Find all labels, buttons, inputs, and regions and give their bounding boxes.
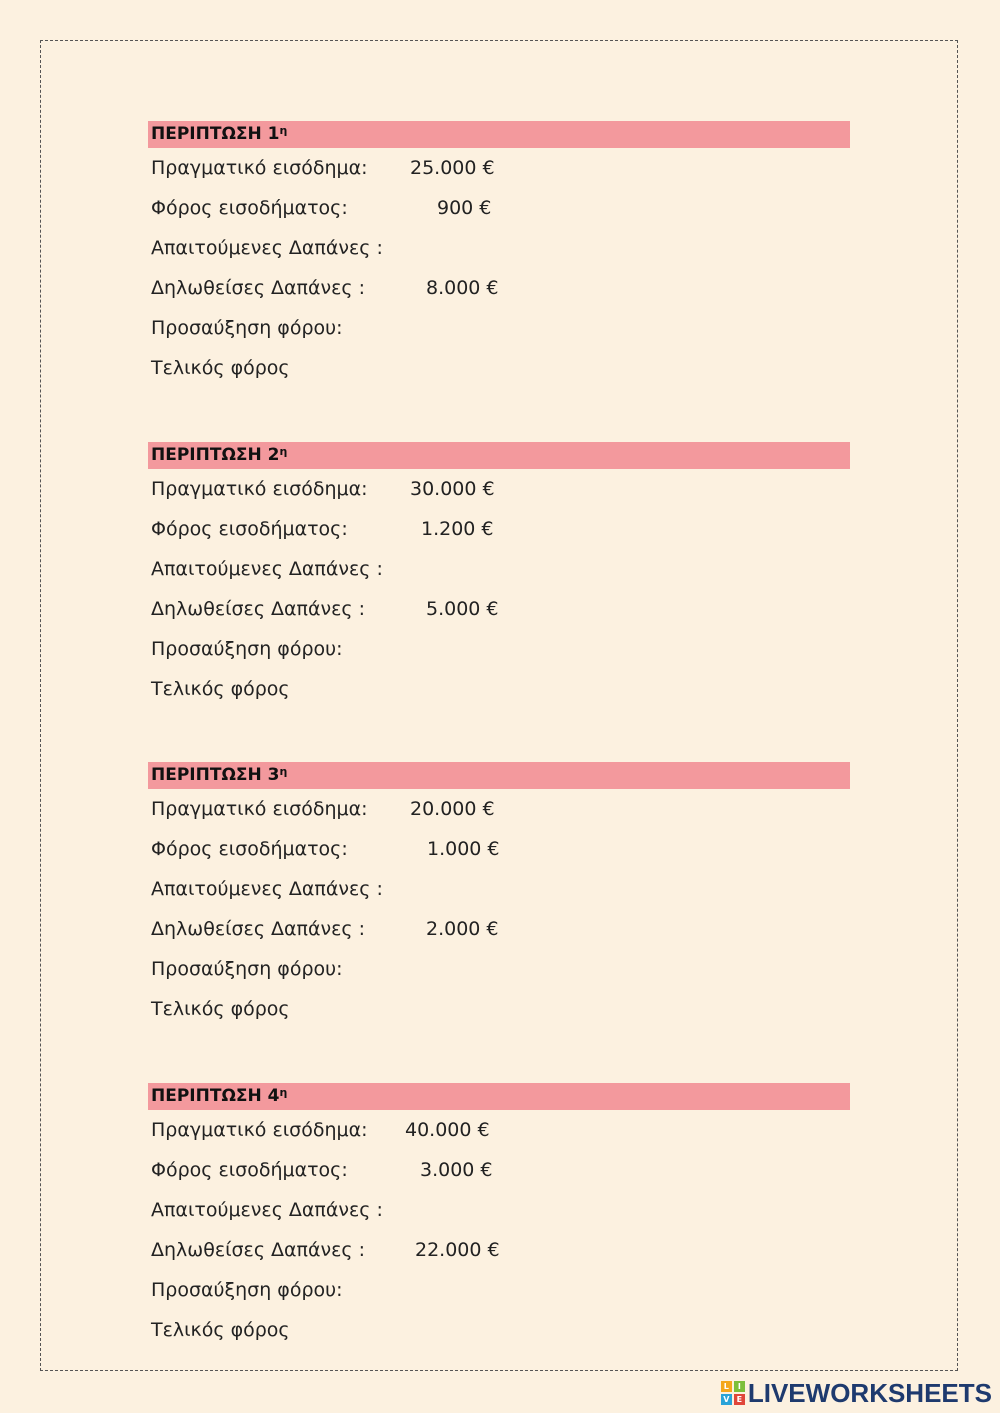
declared-label: Δηλωθείσες Δαπάνες : <box>151 1239 365 1261</box>
tax-label: Φόρος εισοδήματος: <box>151 197 348 219</box>
row-declared <box>148 1230 850 1270</box>
case-3-title: ΠΕΡΙΠΤΩΣΗ 3 <box>151 765 280 785</box>
row-tax <box>148 1150 850 1190</box>
row-income <box>148 1110 850 1150</box>
income-label: Πραγματικό εισόδημα: <box>151 478 368 500</box>
income-value: 20.000 € <box>410 798 495 820</box>
case-4-title: ΠΕΡΙΠΤΩΣΗ 4 <box>151 1086 280 1106</box>
row-income <box>148 469 850 509</box>
row-final <box>148 989 850 1029</box>
row-required <box>148 549 850 589</box>
case-4 <box>148 1083 850 1350</box>
tax-value: 3.000 € <box>420 1159 493 1181</box>
surcharge-label: Προσαύξηση φόρου: <box>151 317 343 339</box>
logo-blocks-icon <box>721 1381 745 1405</box>
row-declared <box>148 909 850 949</box>
income-label: Πραγματικό εισόδημα: <box>151 798 368 820</box>
case-1-header <box>148 121 850 148</box>
row-tax <box>148 829 850 869</box>
logo-text: LIVEWORKSHEETS <box>747 1377 992 1408</box>
final-label: Τελικός φόρος <box>151 357 290 379</box>
income-label: Πραγματικό εισόδημα: <box>151 157 368 179</box>
row-declared <box>148 268 850 308</box>
tax-value: 1.200 € <box>421 518 494 540</box>
row-surcharge <box>148 1270 850 1310</box>
declared-label: Δηλωθείσες Δαπάνες : <box>151 918 365 940</box>
final-label: Τελικός φόρος <box>151 998 290 1020</box>
tax-label: Φόρος εισοδήματος: <box>151 518 348 540</box>
row-required <box>148 228 850 268</box>
tax-value: 1.000 € <box>427 838 500 860</box>
row-tax <box>148 509 850 549</box>
case-3-title-sup: η <box>279 765 288 778</box>
income-value: 25.000 € <box>410 157 495 179</box>
case-3-header <box>148 762 850 789</box>
declared-value: 2.000 € <box>426 918 499 940</box>
logo-block-v: V <box>721 1394 732 1405</box>
row-final <box>148 348 850 388</box>
declared-value: 22.000 € <box>415 1239 500 1261</box>
required-label: Απαιτούμενες Δαπάνες : <box>151 1199 383 1221</box>
row-final <box>148 1310 850 1350</box>
tax-value: 900 € <box>437 197 492 219</box>
case-1 <box>148 121 850 388</box>
final-label: Τελικός φόρος <box>151 678 290 700</box>
case-4-title-sup: η <box>279 1086 288 1099</box>
row-income <box>148 789 850 829</box>
income-value: 40.000 € <box>405 1119 490 1141</box>
declared-label: Δηλωθείσες Δαπάνες : <box>151 598 365 620</box>
surcharge-label: Προσαύξηση φόρου: <box>151 638 343 660</box>
row-surcharge <box>148 949 850 989</box>
row-final <box>148 669 850 709</box>
liveworksheets-logo[interactable] <box>721 1378 992 1408</box>
required-label: Απαιτούμενες Δαπάνες : <box>151 237 383 259</box>
income-value: 30.000 € <box>410 478 495 500</box>
row-surcharge <box>148 629 850 669</box>
final-label: Τελικός φόρος <box>151 1319 290 1341</box>
required-label: Απαιτούμενες Δαπάνες : <box>151 878 383 900</box>
income-label: Πραγματικό εισόδημα: <box>151 1119 368 1141</box>
required-label: Απαιτούμενες Δαπάνες : <box>151 558 383 580</box>
case-2 <box>148 442 850 709</box>
case-1-title-sup: η <box>279 124 288 137</box>
case-3 <box>148 762 850 1029</box>
row-tax <box>148 188 850 228</box>
row-declared <box>148 589 850 629</box>
case-2-title: ΠΕΡΙΠΤΩΣΗ 2 <box>151 445 280 465</box>
case-2-header <box>148 442 850 469</box>
row-surcharge <box>148 308 850 348</box>
row-required <box>148 1190 850 1230</box>
case-4-header <box>148 1083 850 1110</box>
declared-value: 5.000 € <box>426 598 499 620</box>
logo-block-i: I <box>734 1381 745 1392</box>
declared-value: 8.000 € <box>426 277 499 299</box>
tax-label: Φόρος εισοδήματος: <box>151 1159 348 1181</box>
surcharge-label: Προσαύξηση φόρου: <box>151 1279 343 1301</box>
row-required <box>148 869 850 909</box>
logo-block-e: E <box>734 1394 745 1405</box>
logo-block-l: L <box>721 1381 732 1392</box>
tax-label: Φόρος εισοδήματος: <box>151 838 348 860</box>
surcharge-label: Προσαύξηση φόρου: <box>151 958 343 980</box>
row-income <box>148 148 850 188</box>
case-1-title: ΠΕΡΙΠΤΩΣΗ 1 <box>151 124 280 144</box>
declared-label: Δηλωθείσες Δαπάνες : <box>151 277 365 299</box>
case-2-title-sup: η <box>279 445 288 458</box>
